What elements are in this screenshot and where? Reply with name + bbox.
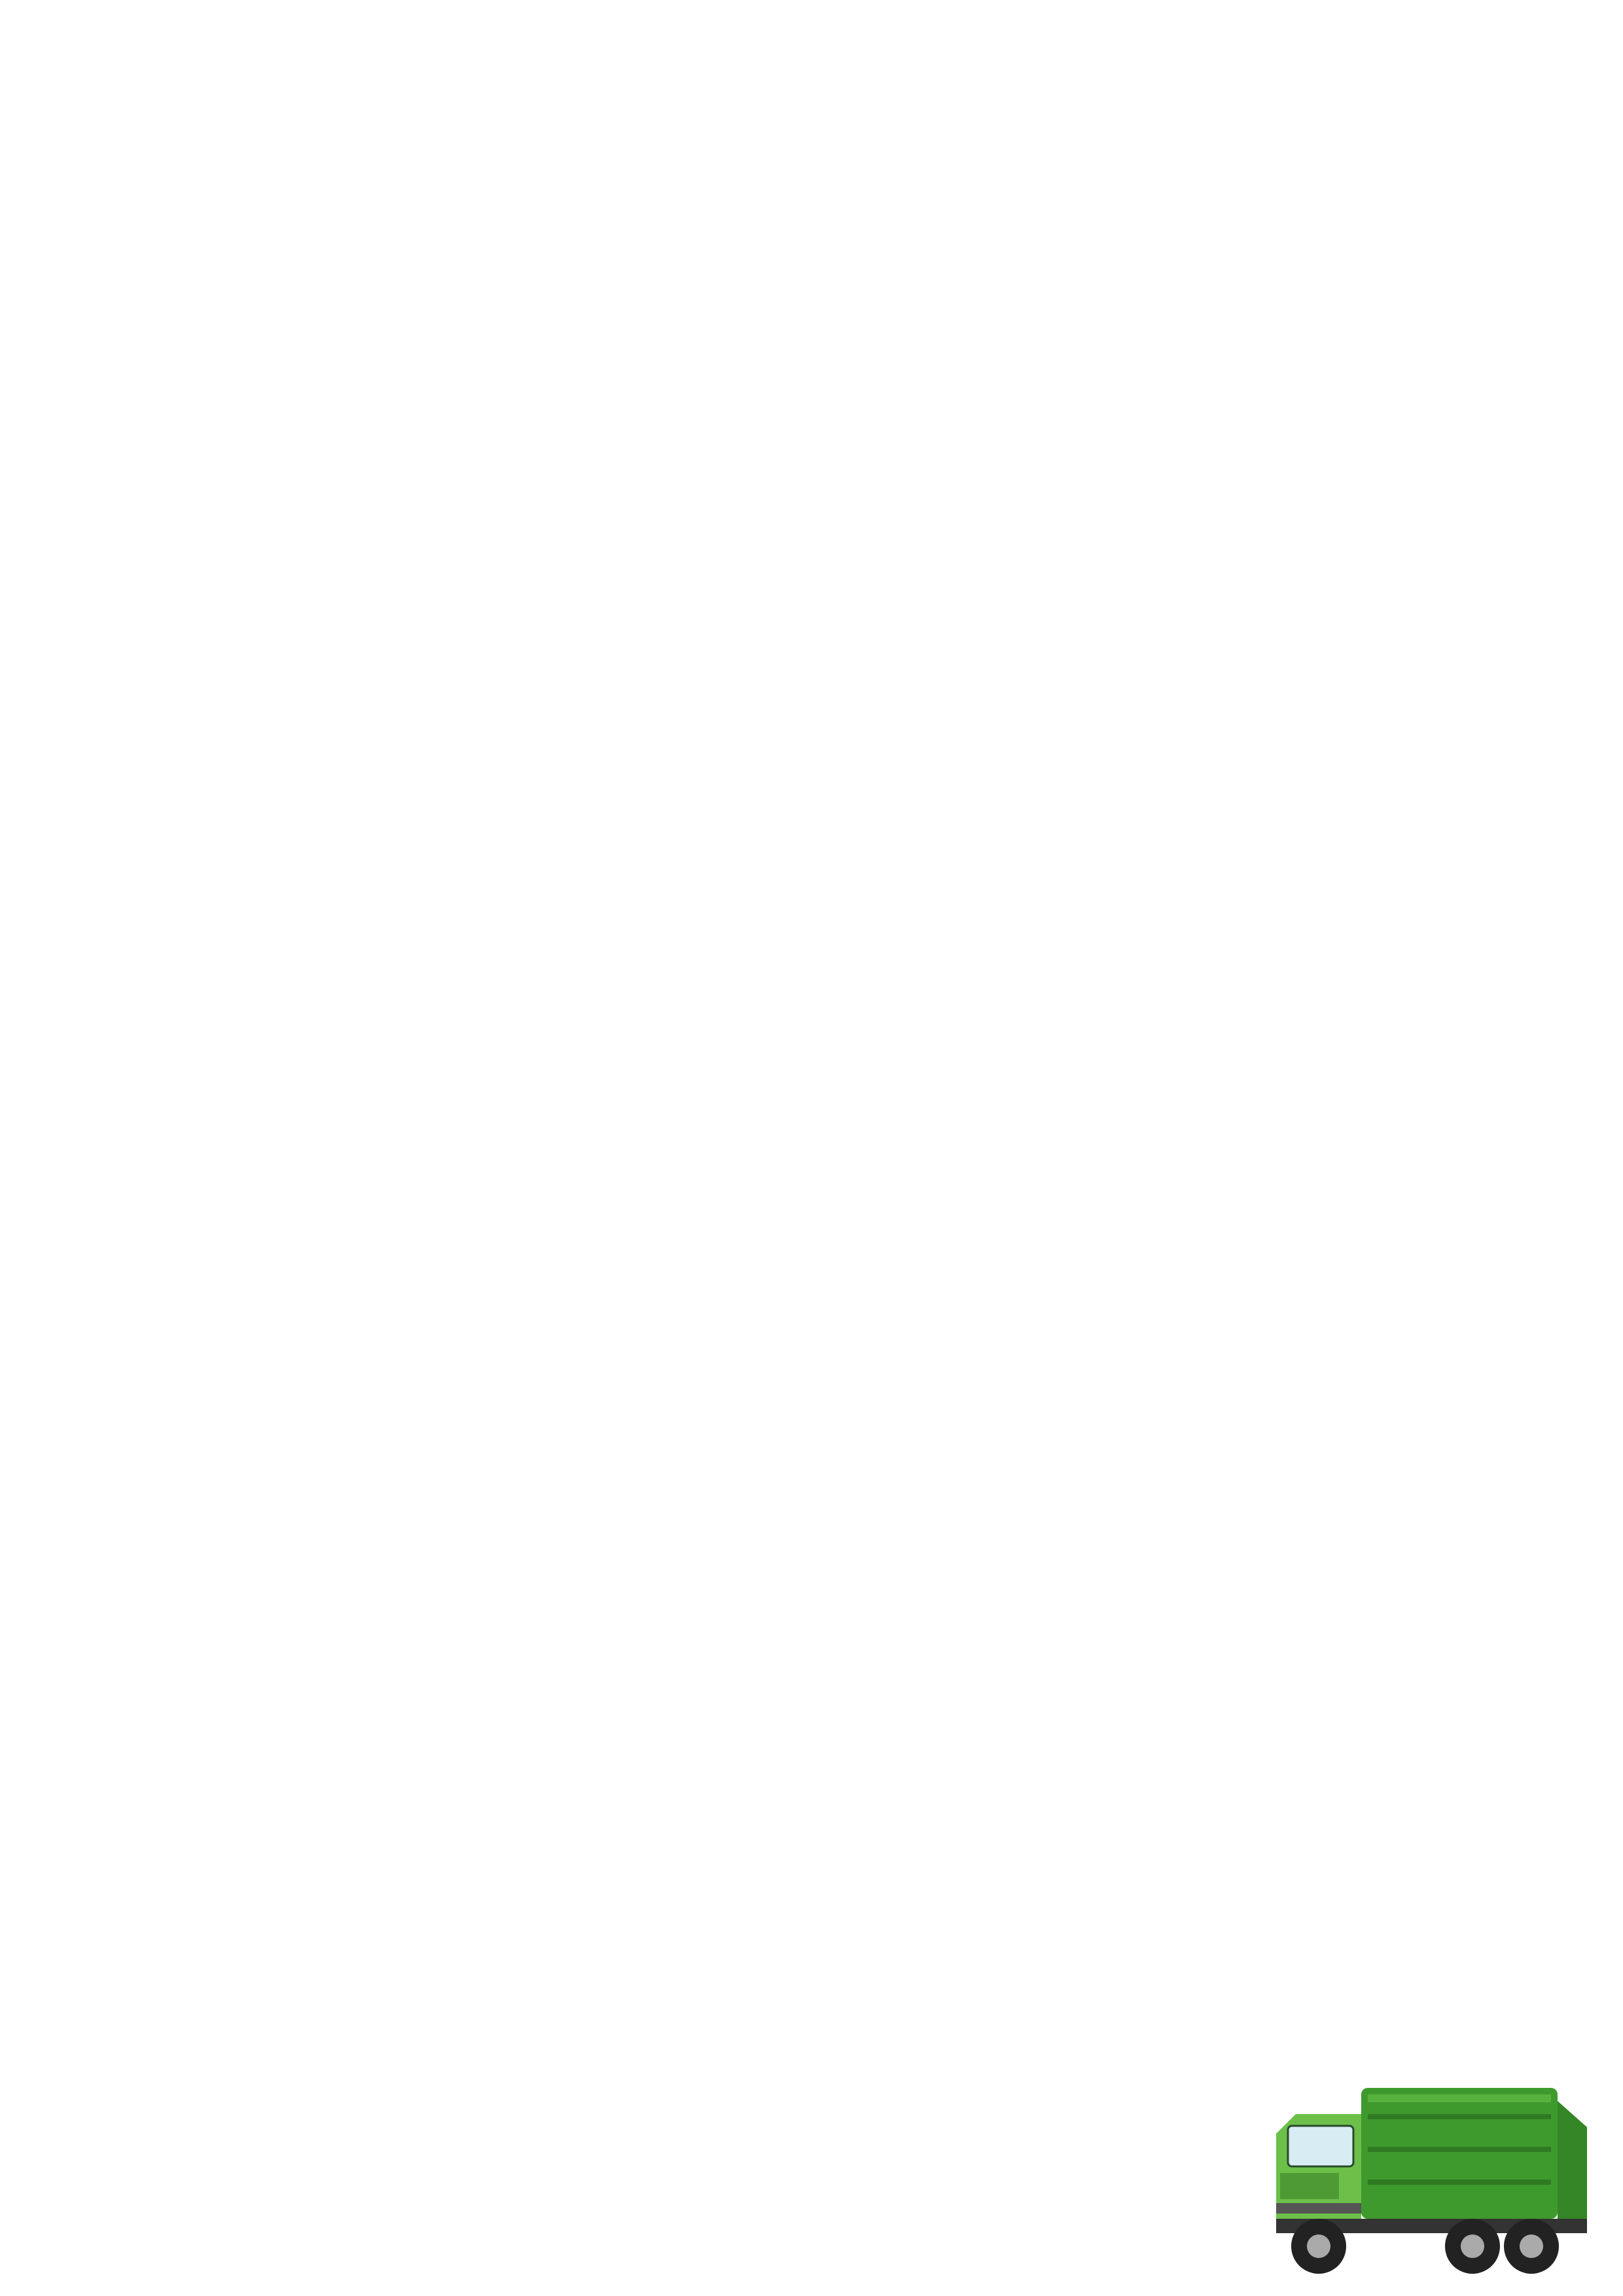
garbage-truck-icon — [1257, 2075, 1597, 2284]
header-wave-rule — [208, 152, 1416, 161]
